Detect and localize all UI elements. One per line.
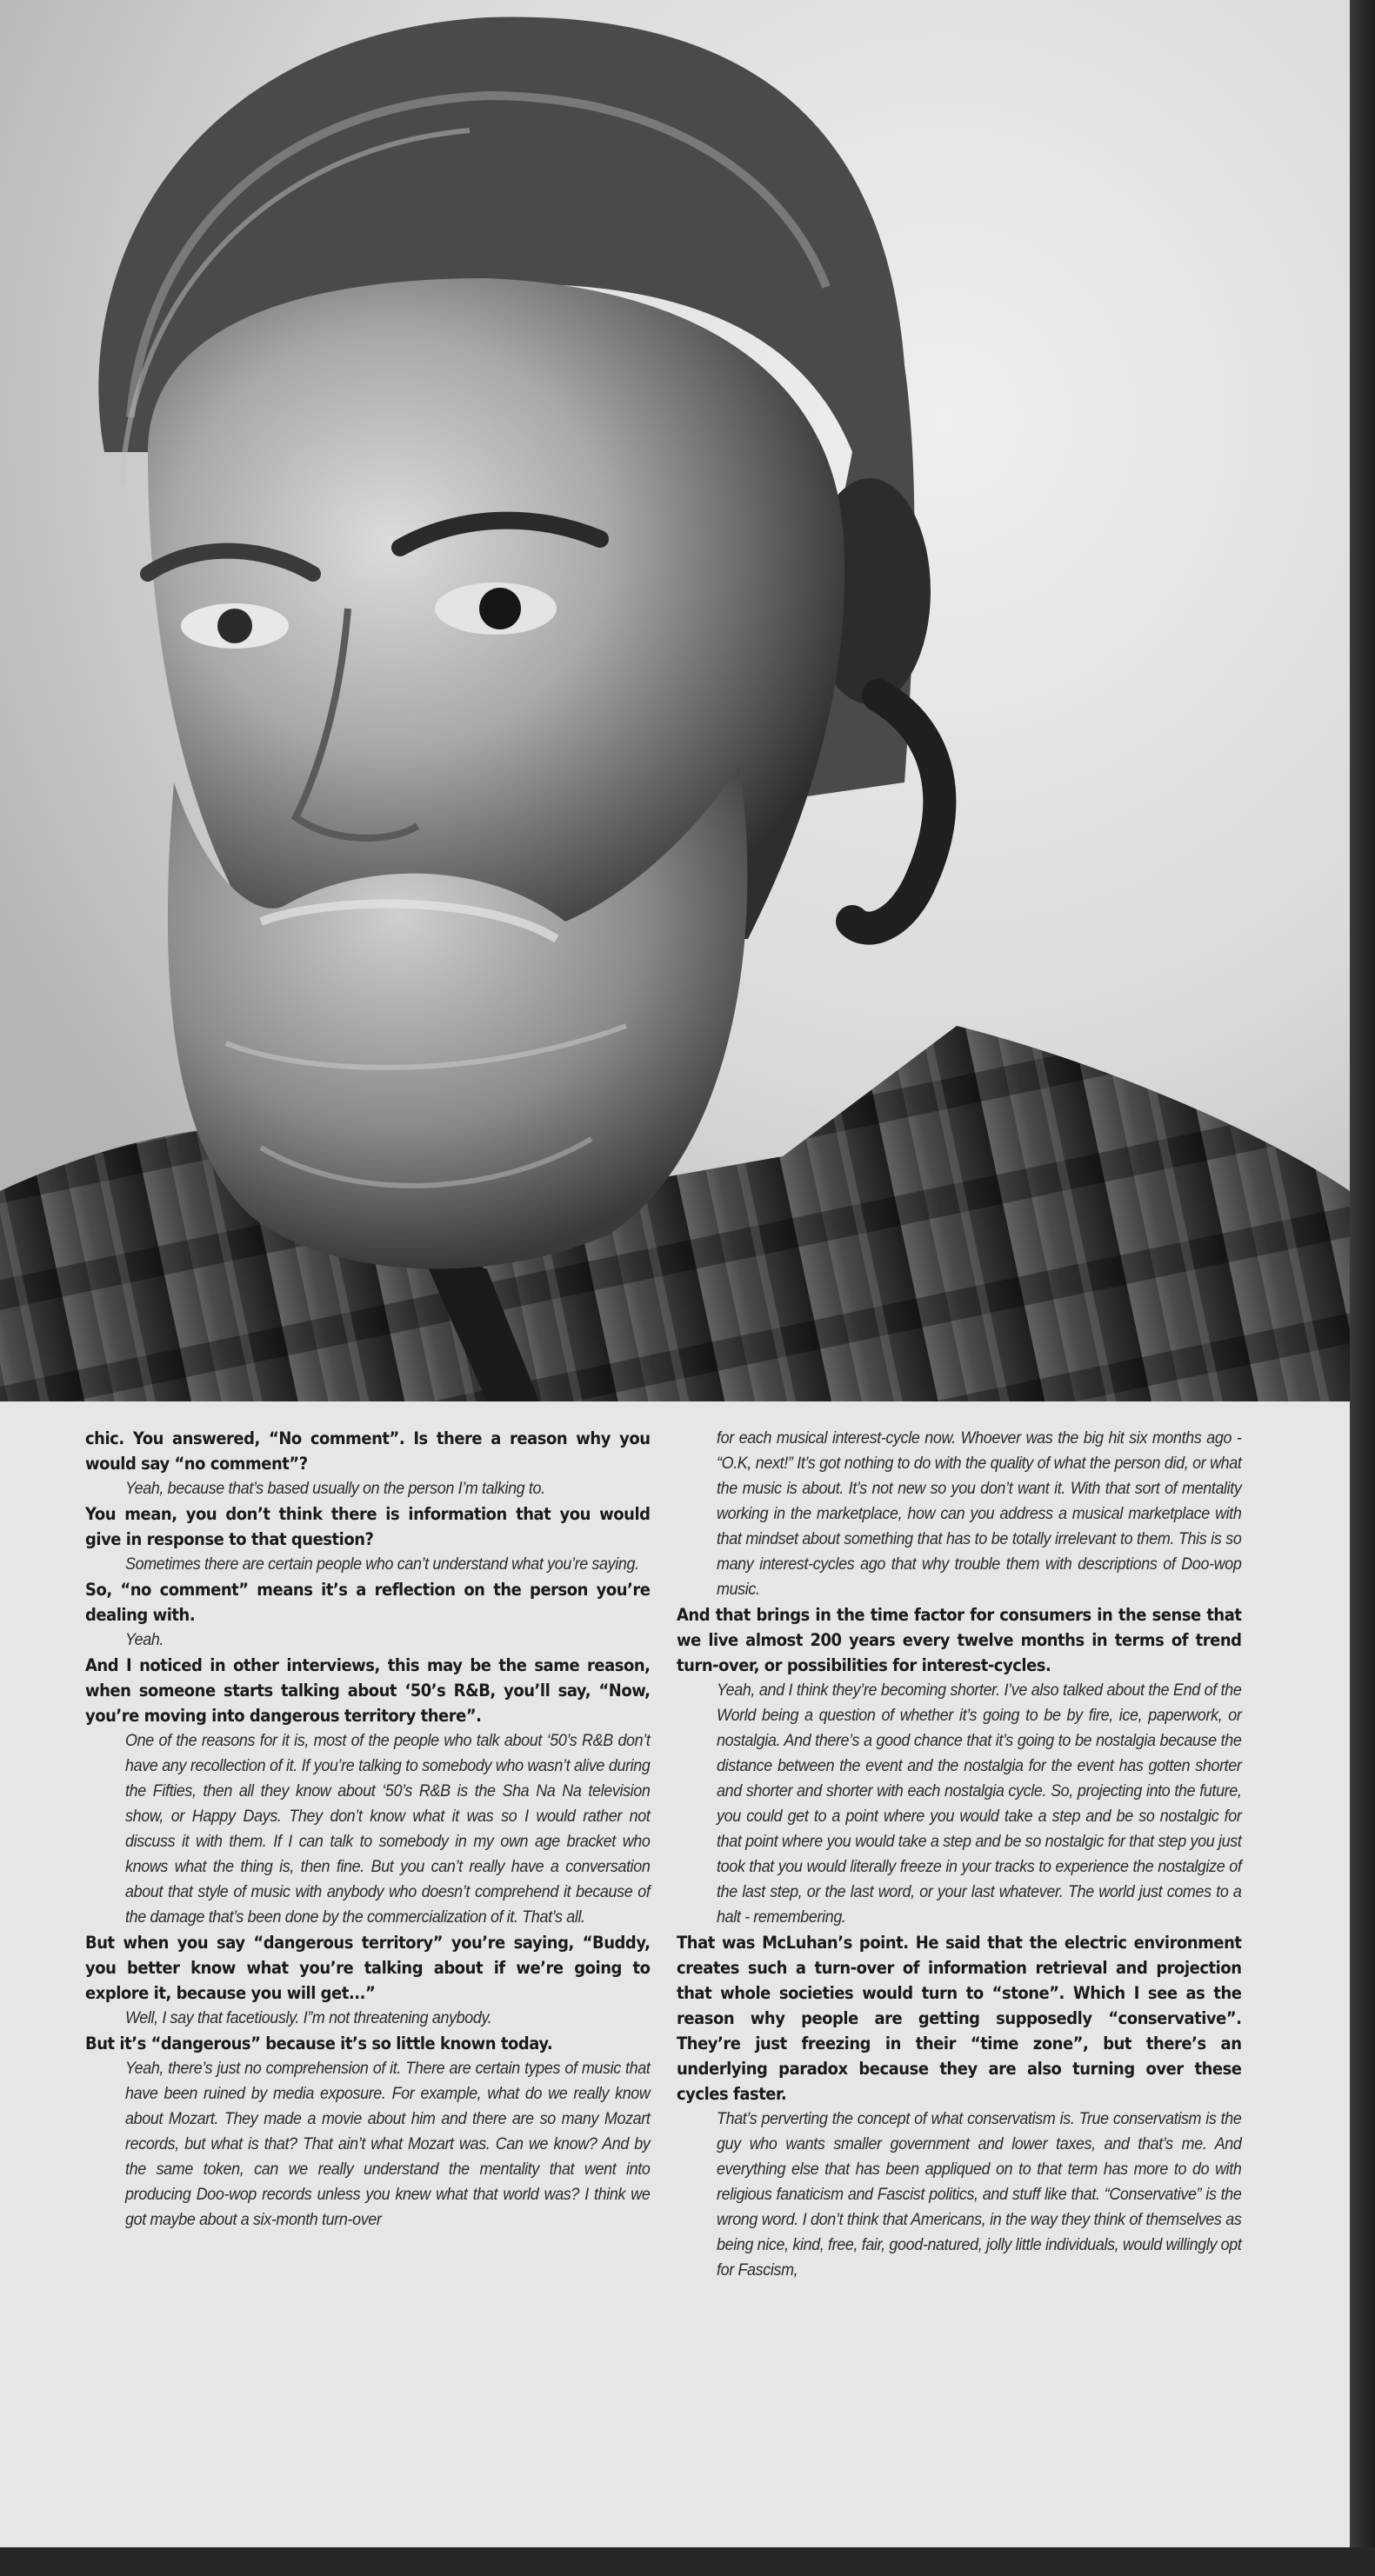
page-edge-shadow <box>1350 0 1375 2576</box>
interview-answer: Yeah, and I think they’re becoming shorter. I’ve also talked about the End of the World being a question of whether it’s going to be by fire, ice, paperwork, or nostalgia. And there’s a good chance that it’s going to be nostalgia because the distance between the event and the nostalgia for the event has gotten shorter and shorter and shorter with each nostalgia cycle. So, projecting into the future, you could get to a point where you would take a step and be so nostalgic for that point where you would take a step and be so nostalgic for that step you just took that you would literally freeze in your tracks to experience the nostalgize of the last step, or the last word, or your last whatever. The world just comes to a halt - remembering. <box>717 1681 1242 1927</box>
interview-answer: Yeah, because that’s based usually on the person I’m talking to. <box>125 1479 545 1498</box>
interview-question: And that brings in the time factor for consumers in the sense that we live almost 200 years every twelve months in terms of trend turn-over, or possibilities for interest-cycles. <box>677 1605 1242 1675</box>
right-column <box>677 1426 1242 2283</box>
interview-question: But it’s “dangerous” because it’s so little known today. <box>85 2034 553 2053</box>
page-bottom-edge <box>0 2547 1375 2576</box>
interview-question: That was McLuhan’s point. He said that the electric environment creates such a turn-over of information retrieval and projection that whole societies would turn to “stone”. Which I see as the reason why people are getting supposedly “conservative”. They’re just freezing in their “time zone”, but there’s an underlying paradox because they are also turning over these cycles faster. <box>677 1933 1242 2104</box>
interview-answer: for each musical interest-cycle now. Whoever was the big hit six months ago - “O.K, next!” It’s got nothing to do with the quality of what the person did, or what the music is about. It’s not new so you don’t want it. With that sort of mentality working in the marketplace, how can you address a musical marketplace with that mindset about something that has to be totally irrelevant to them. This is so many interest-cycles ago that why trouble them with descriptions of Doo-wop music. <box>717 1428 1242 1599</box>
interview-question: But when you say “dangerous territory” you’re saying, “Buddy, you better know what you’re talking about if we’re going to explore it, because you will get...” <box>85 1933 651 2003</box>
left-column <box>85 1426 651 2233</box>
interview-answer: One of the reasons for it is, most of the people who talk about ‘50’s R&B don’t have any recollection of it. If you’re talking to somebody who wasn’t alive during the Fifties, then all they know about ‘50’s R&B is the Sha Na Na television show, or Happy Days. They don’t know what it was so I would rather not discuss it with them. If I can talk to somebody in my own age bracket who knows what the thing is, then fine. But you can’t really have a conversation about that style of music with anybody who doesn’t comprehend it because of the damage that’s been done by the commercialization of it. That’s all. <box>125 1731 651 1927</box>
interview-answer: Yeah, there’s just no comprehension of it. There are certain types of music that have been ruined by media exposure. For example, what do we really know about Mozart. They made a movie about him and there are so many Mozart records, but what is that? That ain’t what Mozart was. Can we know? And by the same token, can we really understand the mentality that went into producing Doo-wop records unless you knew what that world was? I think we got maybe about a six-month turn-over <box>125 2059 651 2229</box>
interview-question: And I noticed in other interviews, this may be the same reason, when someone starts talking about ‘50’s R&B, you’ll say, “Now, you’re moving into dangerous territory there”. <box>85 1655 651 1726</box>
interview-answer: Yeah. <box>125 1630 164 1649</box>
article-body <box>0 1426 1350 2539</box>
interview-question: chic. You answered, “No comment”. Is there a reason why you would say “no comment”? <box>85 1428 651 1474</box>
interview-question: So, “no comment” means it’s a reflection on the person you’re dealing with. <box>85 1580 651 1625</box>
interview-answer: Sometimes there are certain people who can’t understand what you’re saying. <box>125 1554 639 1574</box>
interview-question: You mean, you don’t think there is information that you would give in response to that question? <box>85 1504 651 1549</box>
interview-answer: Well, I say that facetiously. I”m not threatening anybody. <box>125 2008 492 2027</box>
interview-answer: That’s perverting the concept of what conservatism is. True conservatism is the guy who wants smaller government and lower taxes, and that’s me. And everything else that has been appliqued on to that term has more to do with religious fanaticism and Fascist politics, and stuff like that. “Conservative” is the wrong word. I don’t think that Americans, in the way they think of themselves as being nice, kind, free, fair, good-natured, jolly little individuals, would willingly opt for Fascism, <box>717 2109 1242 2280</box>
